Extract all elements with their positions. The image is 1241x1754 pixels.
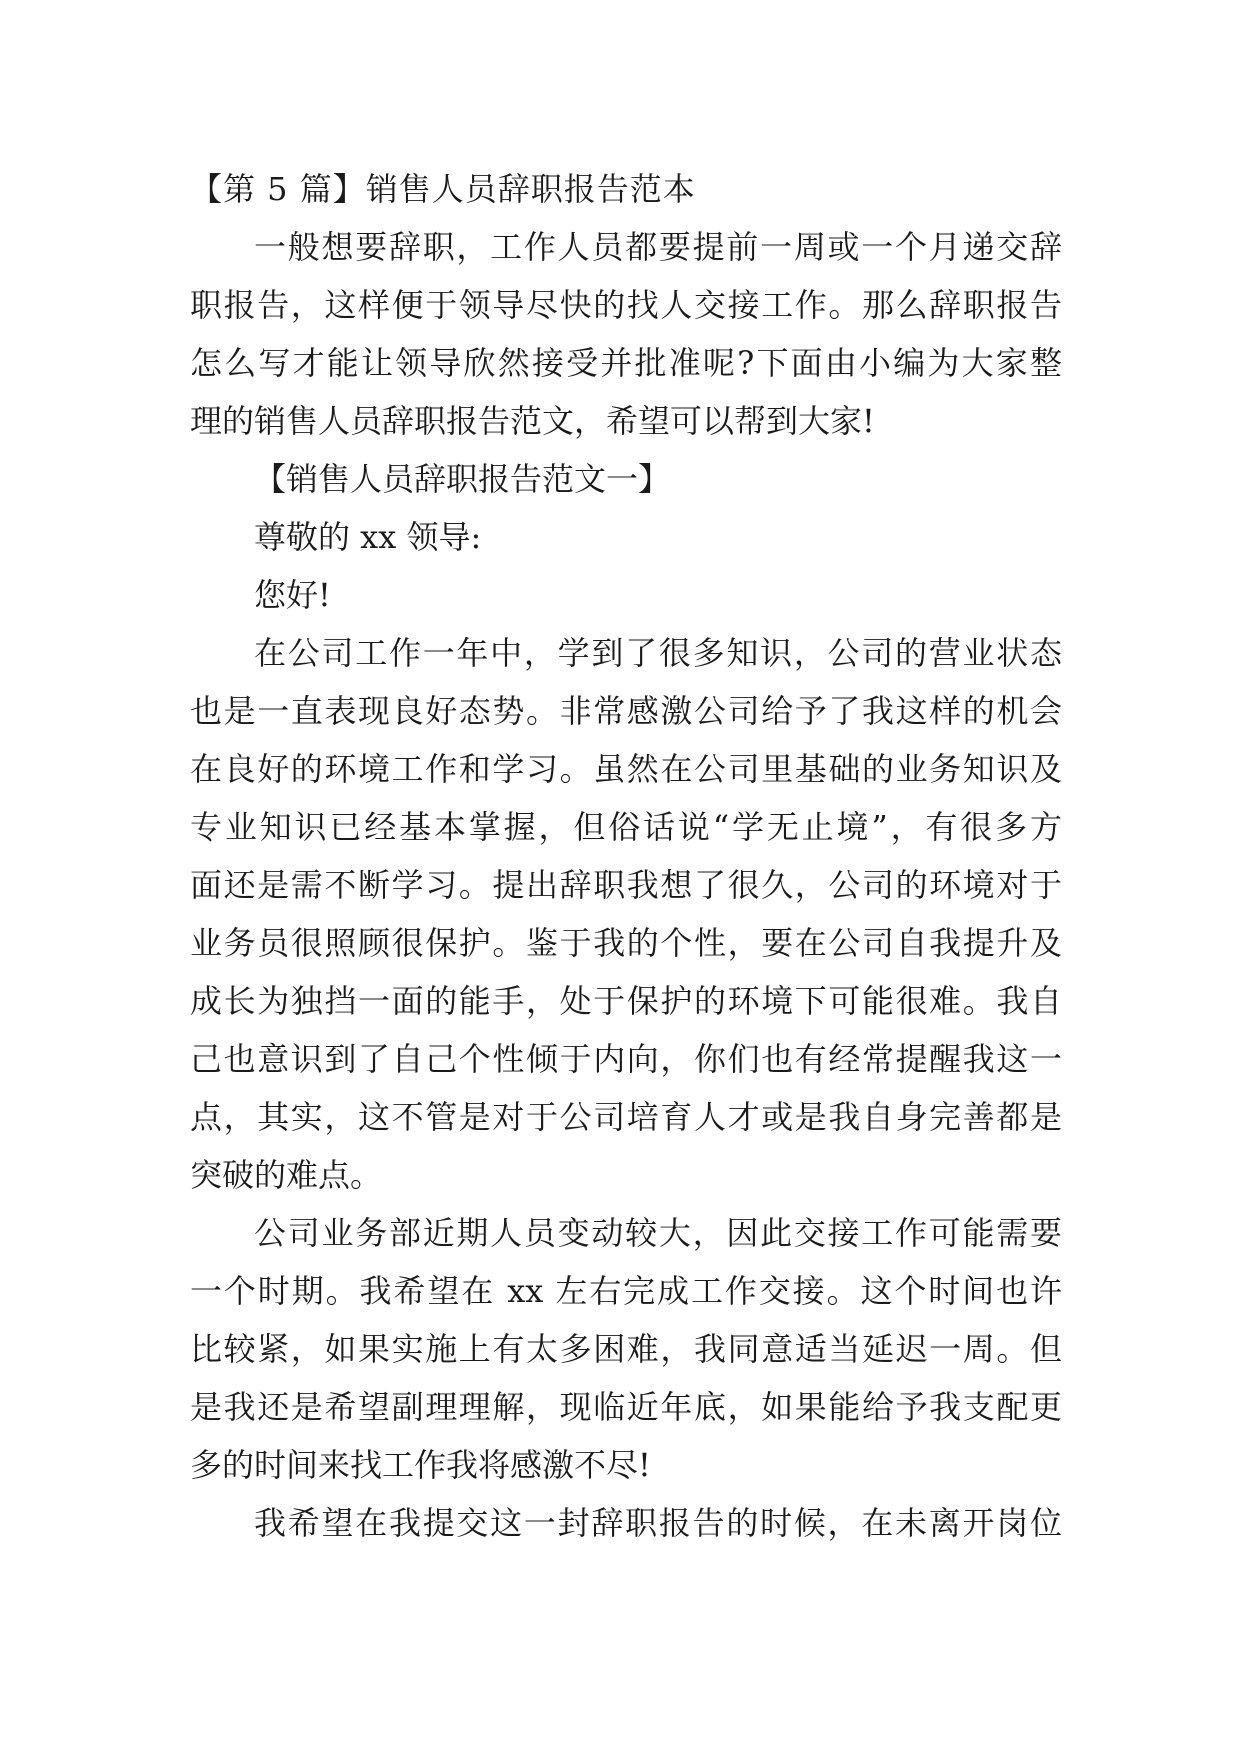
paragraph-line: 是我还是希望副理理解，现临近年底，如果能给予我支配更 xyxy=(190,1388,1062,1426)
greeting: 您好! xyxy=(254,576,331,614)
document-title: 【第 5 篇】销售人员辞职报告范本 xyxy=(190,170,696,208)
intro-line: 职报告，这样便于领导尽快的找人交接工作。那么辞职报告 xyxy=(190,286,1062,324)
intro-line: 理的销售人员辞职报告范文，希望可以帮到大家! xyxy=(190,402,875,440)
paragraph-line: 在公司工作一年中，学到了很多知识，公司的营业状态 xyxy=(254,634,1062,672)
paragraph-line: 业务员很照顾很保护。鉴于我的个性，要在公司自我提升及 xyxy=(190,924,1062,962)
paragraph-line: 成长为独挡一面的能手，处于保护的环境下可能很难。我自 xyxy=(190,982,1062,1020)
paragraph-line: 比较紧，如果实施上有太多困难，我同意适当延迟一周。但 xyxy=(190,1330,1062,1368)
paragraph-line: 专业知识已经基本掌握，但俗话说“学无止境”，有很多方 xyxy=(190,808,1062,846)
paragraph-line: 面还是需不断学习。提出辞职我想了很久，公司的环境对于 xyxy=(190,866,1062,904)
paragraph-line: 一个时期。我希望在 xx 左右完成工作交接。这个时间也许 xyxy=(190,1272,1062,1310)
paragraph-line: 己也意识到了自己个性倾于内向，你们也有经常提醒我这一 xyxy=(190,1040,1062,1078)
paragraph-line: 点，其实，这不管是对于公司培育人才或是我自身完善都是 xyxy=(190,1098,1062,1136)
paragraph-line: 多的时间来找工作我将感激不尽! xyxy=(190,1446,651,1484)
paragraph-line: 也是一直表现良好态势。非常感激公司给予了我这样的机会 xyxy=(190,692,1062,730)
section-heading: 【销售人员辞职报告范文一】 xyxy=(254,460,671,498)
paragraph-line: 突破的难点。 xyxy=(190,1156,383,1194)
paragraph-line: 我希望在我提交这一封辞职报告的时候，在未离开岗位 xyxy=(254,1504,1062,1542)
salutation: 尊敬的 xx 领导: xyxy=(254,518,482,556)
paragraph-line: 公司业务部近期人员变动较大，因此交接工作可能需要 xyxy=(254,1214,1062,1252)
intro-line: 怎么写才能让领导欣然接受并批准呢?下面由小编为大家整 xyxy=(190,344,1062,382)
document-body xyxy=(190,160,1062,1552)
paragraph-line: 在良好的环境工作和学习。虽然在公司里基础的业务知识及 xyxy=(190,750,1062,788)
intro-line: 一般想要辞职，工作人员都要提前一周或一个月递交辞 xyxy=(254,228,1062,266)
